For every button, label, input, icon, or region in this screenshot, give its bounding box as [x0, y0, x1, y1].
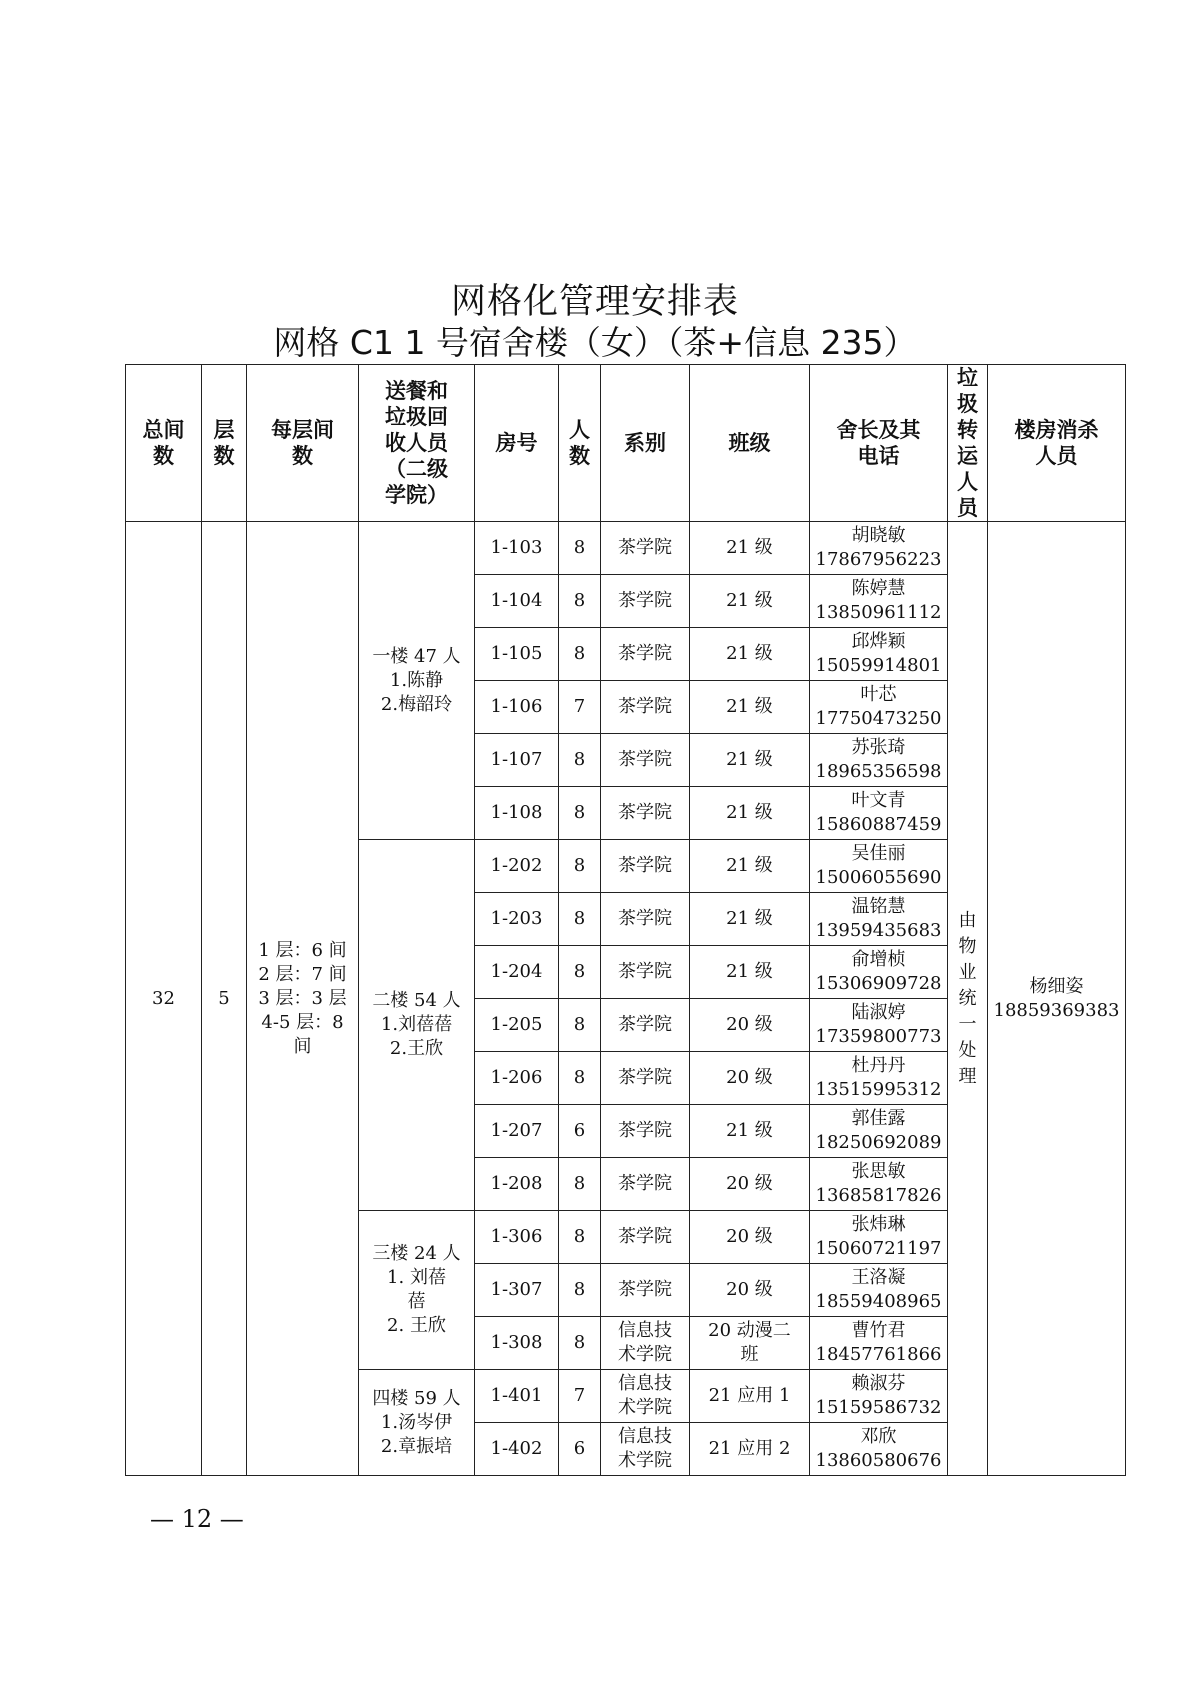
leader-name: 杜丹丹: [851, 1055, 906, 1076]
header-total-rooms: 总间数: [126, 365, 202, 522]
department-text: 茶学院: [618, 961, 672, 982]
rooms-per-floor-cell: [247, 522, 359, 1476]
leader-name: 曹竹君: [851, 1320, 906, 1341]
leader-phone: 15159586732: [815, 1397, 942, 1418]
leader-name: 赖淑芬: [851, 1373, 906, 1394]
meal-staff-name: 2. 王欣: [387, 1315, 446, 1336]
people-count-cell: 7: [559, 681, 601, 734]
leader-phone: 18965356598: [815, 761, 942, 782]
disinfect-staff-phone: 18859369383: [993, 999, 1120, 1021]
total-rooms-cell: 32: [126, 522, 202, 1476]
class-cell: [690, 787, 810, 840]
header-people: 人数: [559, 365, 601, 522]
department-cell: [601, 575, 690, 628]
class-text: 21 级: [726, 802, 773, 823]
class-cell: [690, 1211, 810, 1264]
class-cell: [690, 1423, 810, 1476]
room-number-cell: 1-208: [475, 1158, 559, 1211]
room-number-cell: 1-206: [475, 1052, 559, 1105]
class-text: 21 级: [726, 908, 773, 929]
class-text: 21 级: [726, 537, 773, 558]
department-cell: [601, 628, 690, 681]
page-number: — 12 —: [150, 1505, 244, 1533]
leader-phone: 18457761866: [815, 1344, 942, 1365]
class-cell: [690, 946, 810, 999]
disinfect-staff-cell: [988, 522, 1126, 1476]
header-leader: 舍长及其电话: [810, 365, 948, 522]
leader-name: 陆淑婷: [851, 1002, 906, 1023]
department-cell: [601, 734, 690, 787]
class-cell: [690, 734, 810, 787]
leader-phone: 13515995312: [815, 1079, 942, 1100]
garbage-staff-cell: [948, 522, 988, 1476]
room-number-cell: 1-401: [475, 1370, 559, 1423]
header-garbage: 垃圾转运人员: [948, 365, 988, 522]
class-text: 21 级: [726, 1120, 773, 1141]
class-cell: [690, 1105, 810, 1158]
department-text: 茶学院: [618, 590, 672, 611]
class-text: 20 级: [726, 1067, 773, 1088]
room-number-cell: 1-203: [475, 893, 559, 946]
room-number-cell: 1-402: [475, 1423, 559, 1476]
department-text: 茶学院: [618, 1226, 672, 1247]
leader-phone: 17359800773: [815, 1026, 942, 1047]
department-text: 茶学院: [618, 696, 672, 717]
room-number-cell: 1-104: [475, 575, 559, 628]
leader-phone: 15306909728: [815, 973, 942, 994]
department-cell: [601, 946, 690, 999]
rooms-per-floor-line: 间: [293, 1035, 312, 1057]
leader-name: 郭佳露: [851, 1108, 906, 1129]
meal-staff-name: 2.王欣: [389, 1038, 444, 1059]
room-number-cell: 1-205: [475, 999, 559, 1052]
leader-name: 张炜琳: [851, 1214, 906, 1235]
floor-group-label: 四楼 59 人: [372, 1387, 461, 1409]
department-text: 茶学院: [618, 1014, 672, 1035]
people-count-cell: 8: [559, 1317, 601, 1370]
class-cell: [690, 999, 810, 1052]
class-text: 21 级: [726, 696, 773, 717]
class-text: 20 动漫二班: [708, 1320, 791, 1365]
class-text: 21 应用 2: [708, 1438, 791, 1459]
leader-phone: 18250692089: [815, 1132, 942, 1153]
department-text: 茶学院: [618, 1120, 672, 1141]
department-cell: [601, 681, 690, 734]
leader-phone: 13959435683: [815, 920, 942, 941]
department-cell: [601, 999, 690, 1052]
people-count-cell: 8: [559, 787, 601, 840]
class-cell: [690, 1052, 810, 1105]
department-text: 信息技术学院: [618, 1320, 672, 1365]
class-text: 21 级: [726, 749, 773, 770]
floor-group-label: 三楼 24 人: [372, 1243, 461, 1264]
department-text: 茶学院: [618, 537, 672, 558]
header-room-no: 房号: [475, 365, 559, 522]
department-cell: [601, 1211, 690, 1264]
class-text: 21 应用 1: [708, 1385, 791, 1406]
leader-cell: [810, 1158, 948, 1211]
meal-staff-name: 2.章振培: [380, 1435, 453, 1457]
leader-cell: [810, 1370, 948, 1423]
room-number-cell: 1-202: [475, 840, 559, 893]
leader-cell: [810, 681, 948, 734]
leader-phone: 13685817826: [815, 1185, 942, 1206]
rooms-per-floor-line: 4-5 层：8: [261, 1011, 344, 1033]
leader-cell: [810, 999, 948, 1052]
class-cell: [690, 1370, 810, 1423]
leader-cell: [810, 1264, 948, 1317]
meal-staff-name: 蓓: [407, 1291, 426, 1312]
class-text: 20 级: [726, 1279, 773, 1300]
rooms-per-floor-line: 3 层：3 层: [258, 987, 347, 1009]
department-cell: [601, 1370, 690, 1423]
meal-staff-cell: [359, 1370, 475, 1476]
meal-staff-name: 1. 刘蓓: [387, 1267, 446, 1288]
department-text: 茶学院: [618, 643, 672, 664]
room-number-cell: 1-103: [475, 522, 559, 575]
leader-cell: [810, 840, 948, 893]
meal-staff-name: 1.汤岑伊: [380, 1411, 453, 1433]
header-disinfect: 楼房消杀人员: [988, 365, 1126, 522]
leader-phone: 18559408965: [815, 1291, 942, 1312]
leader-name: 陈婷慧: [851, 578, 906, 599]
leader-cell: [810, 1317, 948, 1370]
header-floors: 层数: [202, 365, 247, 522]
people-count-cell: 6: [559, 1105, 601, 1158]
header-department: 系别: [601, 365, 690, 522]
leader-name: 苏张琦: [851, 737, 906, 758]
people-count-cell: 8: [559, 734, 601, 787]
leader-name: 胡晓敏: [851, 525, 906, 546]
department-cell: [601, 893, 690, 946]
arrangement-table: [125, 364, 1126, 1476]
header-rooms-per-floor: 每层间数: [247, 365, 359, 522]
floor-group-label: 一楼 47 人: [372, 645, 461, 667]
department-cell: [601, 1052, 690, 1105]
class-text: 20 级: [726, 1014, 773, 1035]
room-number-cell: 1-105: [475, 628, 559, 681]
room-number-cell: 1-306: [475, 1211, 559, 1264]
room-number-cell: 1-108: [475, 787, 559, 840]
page-subtitle: 网格 C1 1 号宿舍楼（女）（茶+信息 235）: [273, 323, 917, 362]
disinfect-staff-name: 杨细姿: [1029, 975, 1084, 997]
room-number-cell: 1-106: [475, 681, 559, 734]
department-text: 茶学院: [618, 1067, 672, 1088]
class-text: 20 级: [726, 1173, 773, 1194]
meal-staff-name: 1.陈静: [389, 669, 444, 691]
meal-staff-name: 2.梅韶玲: [380, 693, 453, 715]
meal-staff-cell: [359, 840, 475, 1211]
leader-phone: 13850961112: [815, 602, 942, 623]
people-count-cell: 8: [559, 522, 601, 575]
leader-phone: 13860580676: [815, 1450, 942, 1471]
class-cell: [690, 522, 810, 575]
leader-cell: [810, 1423, 948, 1476]
department-cell: [601, 1423, 690, 1476]
people-count-cell: 8: [559, 1211, 601, 1264]
leader-name: 吴佳丽: [851, 843, 906, 864]
floors-cell: 5: [202, 522, 247, 1476]
department-text: 茶学院: [618, 1173, 672, 1194]
leader-phone: 15860887459: [815, 814, 942, 835]
people-count-cell: 8: [559, 1158, 601, 1211]
leader-phone: 17750473250: [815, 708, 942, 729]
leader-cell: [810, 1052, 948, 1105]
class-cell: [690, 1264, 810, 1317]
class-cell: [690, 1158, 810, 1211]
room-number-cell: 1-207: [475, 1105, 559, 1158]
leader-name: 邓欣: [860, 1426, 897, 1447]
class-cell: [690, 575, 810, 628]
people-count-cell: 8: [559, 628, 601, 681]
people-count-cell: 7: [559, 1370, 601, 1423]
people-count-cell: 8: [559, 840, 601, 893]
leader-cell: [810, 522, 948, 575]
leader-name: 邱烨颖: [851, 631, 906, 652]
department-text: 茶学院: [618, 908, 672, 929]
page-title: 网格化管理安排表: [450, 282, 739, 322]
class-text: 20 级: [726, 1226, 773, 1247]
leader-phone: 15060721197: [815, 1238, 942, 1259]
department-cell: [601, 522, 690, 575]
leader-cell: [810, 1105, 948, 1158]
meal-staff-cell: [359, 1211, 475, 1370]
meal-staff-name: 1.刘蓓蓓: [380, 1014, 453, 1035]
people-count-cell: 8: [559, 946, 601, 999]
table-row: [126, 522, 1126, 575]
department-cell: [601, 1105, 690, 1158]
leader-cell: [810, 734, 948, 787]
class-cell: [690, 893, 810, 946]
rooms-per-floor-line: 2 层：7 间: [258, 963, 347, 985]
leader-cell: [810, 946, 948, 999]
class-cell: [690, 1317, 810, 1370]
garbage-staff-text: 由物业统一处理: [958, 909, 977, 1087]
people-count-cell: 8: [559, 575, 601, 628]
class-text: 21 级: [726, 961, 773, 982]
class-text: 21 级: [726, 855, 773, 876]
leader-name: 叶文青: [851, 790, 906, 811]
department-cell: [601, 840, 690, 893]
people-count-cell: 8: [559, 893, 601, 946]
class-cell: [690, 628, 810, 681]
leader-phone: 15006055690: [815, 867, 942, 888]
department-cell: [601, 1158, 690, 1211]
leader-name: 温铭慧: [851, 896, 906, 917]
leader-name: 王洛凝: [851, 1267, 906, 1288]
leader-cell: [810, 893, 948, 946]
room-number-cell: 1-107: [475, 734, 559, 787]
class-text: 21 级: [726, 643, 773, 664]
class-cell: [690, 681, 810, 734]
leader-cell: [810, 1211, 948, 1264]
people-count-cell: 8: [559, 1052, 601, 1105]
department-text: 茶学院: [618, 855, 672, 876]
department-cell: [601, 1264, 690, 1317]
rooms-per-floor-line: 1 层：6 间: [258, 939, 347, 961]
department-text: 茶学院: [618, 1279, 672, 1300]
people-count-cell: 6: [559, 1423, 601, 1476]
room-number-cell: 1-204: [475, 946, 559, 999]
leader-phone: 15059914801: [815, 655, 942, 676]
department-text: 茶学院: [618, 749, 672, 770]
leader-name: 张思敏: [851, 1161, 906, 1182]
meal-staff-cell: [359, 522, 475, 840]
leader-cell: [810, 628, 948, 681]
people-count-cell: 8: [559, 1264, 601, 1317]
department-text: 茶学院: [618, 802, 672, 823]
header-row: [126, 365, 1126, 522]
leader-cell: [810, 575, 948, 628]
header-meal-staff: 送餐和垃圾回收人员（二级学院）: [359, 365, 475, 522]
department-cell: [601, 787, 690, 840]
people-count-cell: 8: [559, 999, 601, 1052]
room-number-cell: 1-307: [475, 1264, 559, 1317]
room-number-cell: 1-308: [475, 1317, 559, 1370]
floor-group-label: 二楼 54 人: [372, 990, 461, 1011]
class-cell: [690, 840, 810, 893]
leader-phone: 17867956223: [815, 549, 942, 570]
leader-name: 俞增桢: [851, 949, 906, 970]
leader-name: 叶芯: [860, 684, 897, 705]
department-cell: [601, 1317, 690, 1370]
leader-cell: [810, 787, 948, 840]
department-text: 信息技术学院: [618, 1426, 672, 1471]
header-class: 班级: [690, 365, 810, 522]
department-text: 信息技术学院: [618, 1373, 672, 1418]
class-text: 21 级: [726, 590, 773, 611]
